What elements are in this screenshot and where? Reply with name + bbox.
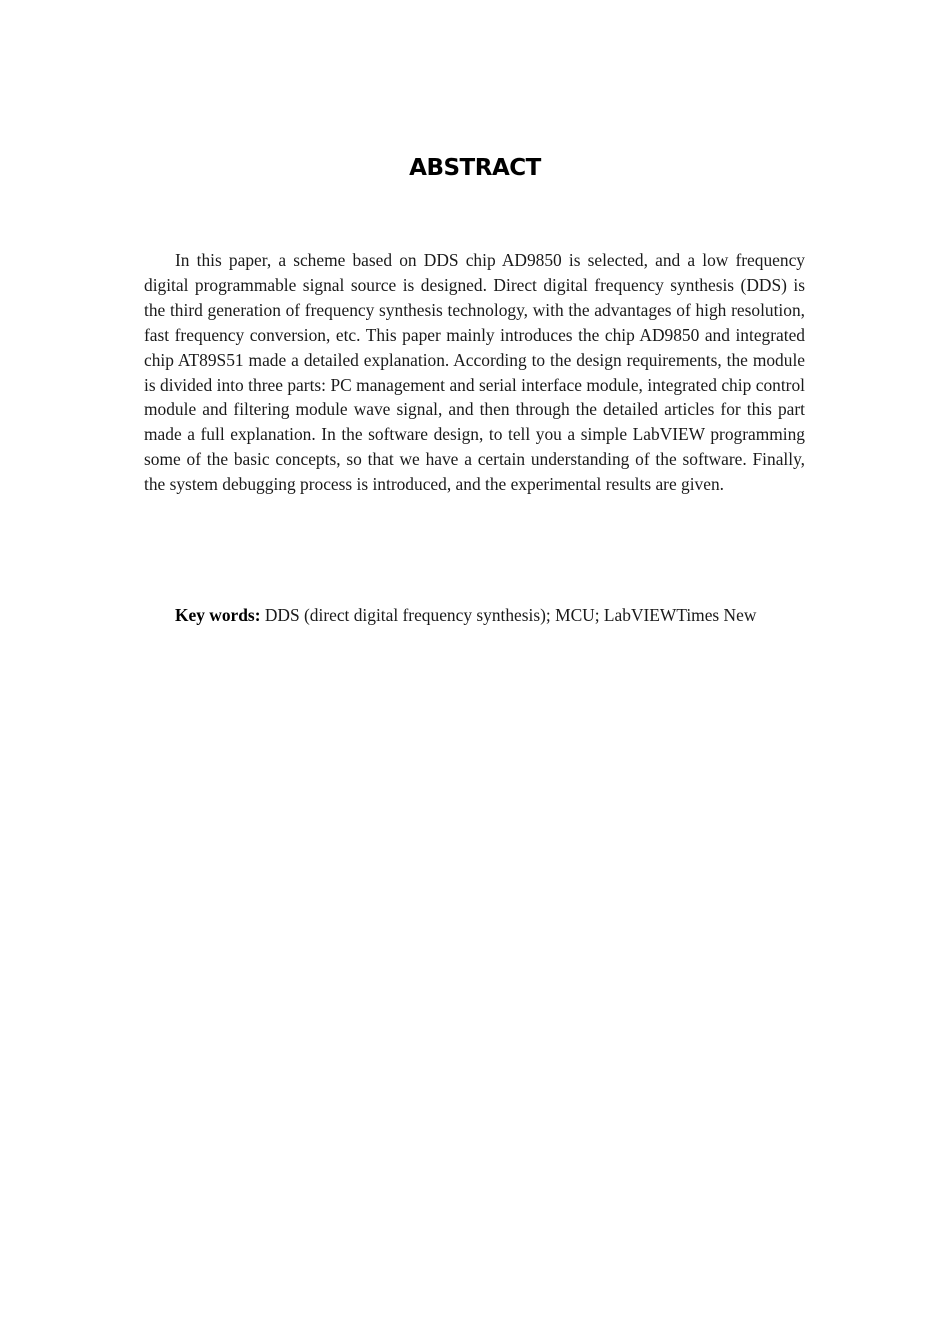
page-title: ABSTRACT <box>409 155 541 181</box>
keywords-paragraph <box>144 603 805 628</box>
abstract-paragraph: In this paper, a scheme based on DDS chip AD9850 is selected, and a low frequency digital programmable signal source is designed. Direct digital frequency synthesis (DDS) is the third generation of frequency synthesis technology, with the advantages of high resolution, fast frequency conversion, etc. This paper mainly introduces the chip AD9850 and integrated chip AT89S51 made a detailed explanation. According to the design requirements, the module is divided into three parts: PC management and serial interface module, integrated chip control module and filtering module wave signal, and then through the detailed articles for this part made a full explanation. In the software design, to tell you a simple LabVIEW programming some of the basic concepts, so that we have a certain understanding of the software. Finally, the system debugging process is introduced, and the experimental results are given. <box>144 250 805 495</box>
keywords-label: Key words: <box>175 605 261 625</box>
keywords-text: DDS (direct digital frequency synthesis); MCU; LabVIEWTimes New <box>264 605 757 625</box>
